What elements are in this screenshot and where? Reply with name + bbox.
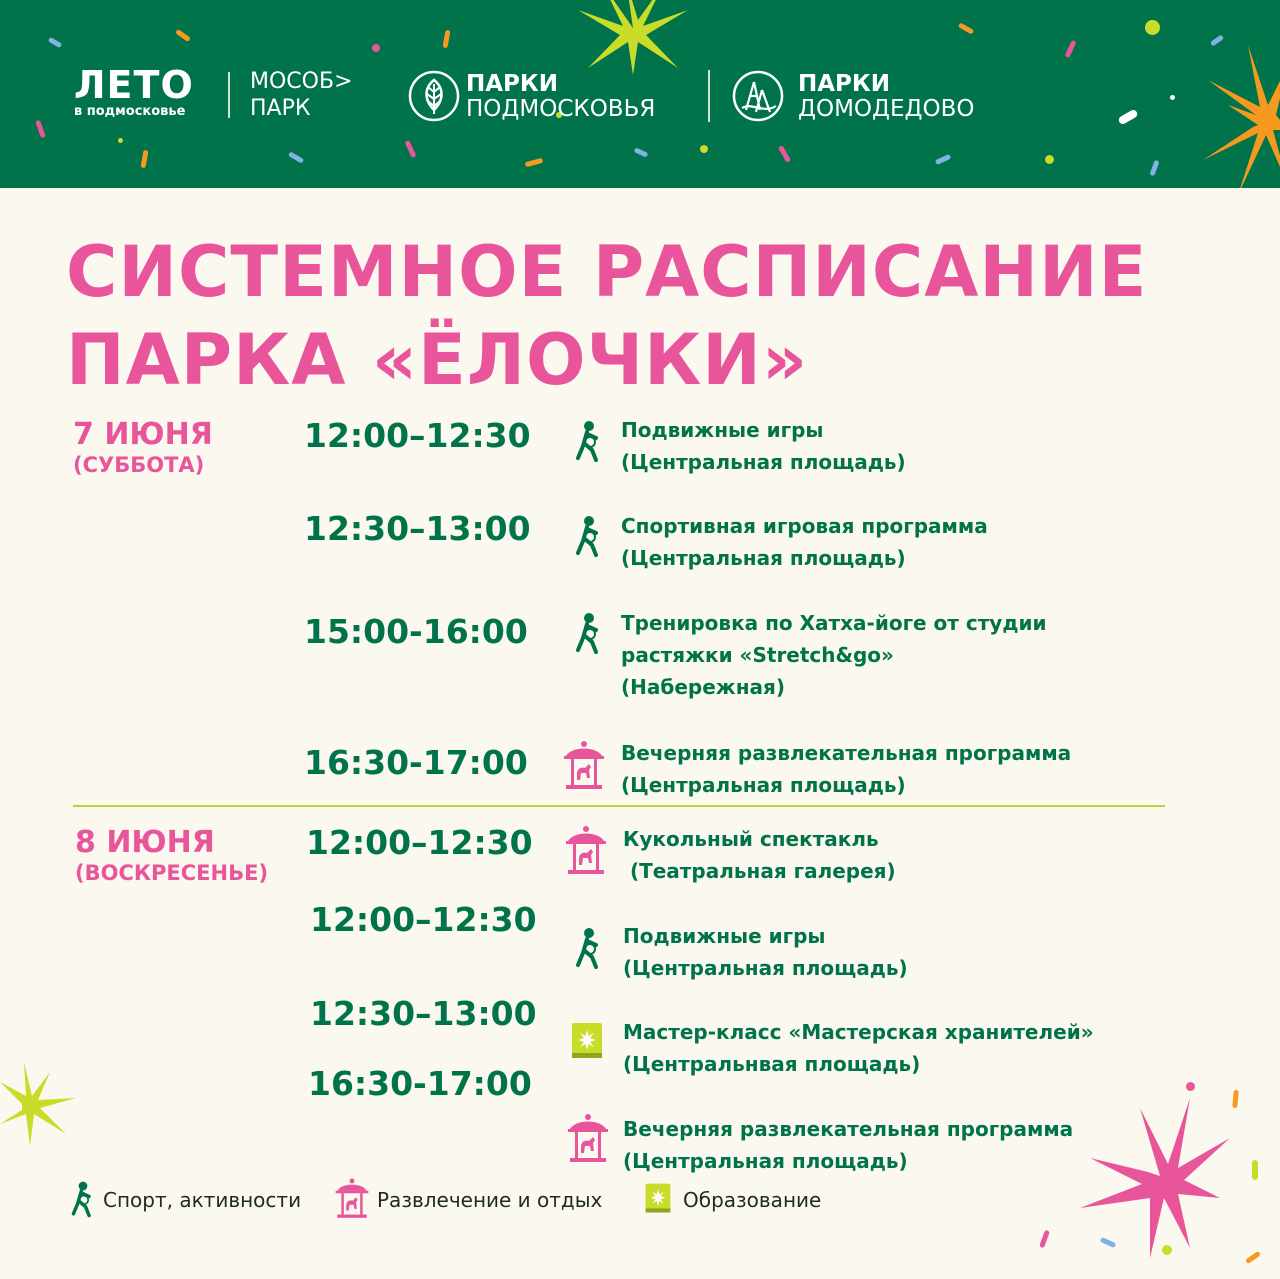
confetti: [1045, 155, 1054, 164]
sport-icon: [574, 420, 604, 462]
day-date: [73, 418, 213, 478]
event-time: 12:00–12:30: [306, 823, 533, 862]
event-location: (Центральная площадь): [623, 956, 908, 980]
event-title: Мастер-класс «Мастерская хранителей»: [623, 1020, 1094, 1044]
carousel-icon: [334, 1177, 370, 1221]
confetti: [118, 138, 123, 143]
parki-domodedovo-line2: ДОМОДЕДОВО: [798, 96, 975, 122]
day-weekday-label: (СУББОТА): [73, 453, 205, 477]
day-date: [75, 826, 268, 886]
confetti: [958, 22, 974, 34]
event-description: [623, 1113, 1073, 1177]
event-location: (Набережная): [621, 675, 785, 699]
lime-star-decoration: [0, 1062, 76, 1146]
confetti: [288, 151, 304, 163]
day-weekday-label: (ВОСКРЕСЕНЬЕ): [75, 861, 269, 885]
confetti: [442, 30, 450, 49]
legend-label: Образование: [683, 1188, 822, 1212]
event-time: 16:30-17:00: [304, 743, 528, 782]
event-description: [623, 1016, 1094, 1080]
page-title-line2: ПАРКА «ЁЛОЧКИ»: [66, 319, 809, 401]
legend-label: Спорт, активности: [103, 1188, 302, 1212]
event-description: [621, 510, 988, 574]
logo-separator: [708, 70, 710, 122]
book-icon: [570, 1021, 604, 1061]
confetti: [175, 29, 191, 42]
parki-podmoskovya-line2: ПОДМОСКОВЬЯ: [466, 96, 656, 122]
confetti: [372, 44, 380, 52]
leto-logo: [74, 63, 194, 120]
mosobpark-logo: [250, 68, 353, 122]
confetti: [1252, 1160, 1258, 1180]
event-title: Подвижные игры: [623, 924, 826, 948]
legend-item-sport: [70, 1180, 310, 1220]
sport-icon: [574, 515, 604, 557]
event-location: (Центральнвая площадь): [623, 1052, 921, 1076]
parki-domodedovo-logo: [798, 72, 974, 122]
confetti: [1145, 20, 1160, 35]
event-description: [621, 737, 1071, 801]
orange-star-decoration: [1188, 35, 1280, 188]
sport-icon: [574, 927, 604, 969]
confetti: [1245, 1251, 1261, 1264]
event-title: Кукольный спектакль: [623, 827, 879, 851]
sport-icon: [70, 1180, 96, 1218]
confetti: [525, 158, 544, 167]
confetti: [1162, 1245, 1172, 1255]
forest-icon: [732, 70, 784, 122]
confetti: [1149, 160, 1159, 177]
confetti: [634, 147, 649, 157]
event-time: 12:00–12:30: [304, 416, 531, 455]
event-title: Вечерняя развлекательная программа: [623, 1117, 1074, 1141]
legend-label: Развлечение и отдых: [377, 1188, 603, 1212]
parki-domodedovo-line1: ПАРКИ: [798, 71, 890, 97]
event-title-cont: растяжки «Stretch&go»: [621, 643, 894, 667]
event-description: [623, 920, 908, 984]
leaf-icon: [408, 70, 460, 122]
logo-separator: [228, 72, 230, 118]
event-time: 12:30–13:00: [310, 994, 537, 1033]
carousel-icon: [566, 1113, 610, 1165]
page-title-line1: СИСТЕМНОЕ РАСПИСАНИЕ: [66, 231, 1148, 313]
legend-item-education: [644, 1180, 844, 1220]
confetti: [1170, 95, 1175, 100]
event-location: (Центральная площадь): [621, 450, 906, 474]
event-title: Спортивная игровая программа: [621, 514, 988, 538]
lime-star-decoration: [578, 0, 688, 75]
confetti: [700, 145, 708, 153]
event-title: Вечерняя развлекательная программа: [621, 741, 1072, 765]
event-location: (Центральная площадь): [621, 546, 906, 570]
day-divider: [73, 805, 1165, 807]
carousel-icon: [562, 740, 606, 792]
legend-item-entertainment: [334, 1180, 624, 1220]
confetti: [48, 37, 63, 48]
day-date-label: 8 ИЮНЯ: [75, 825, 215, 860]
event-description: [621, 414, 906, 478]
confetti: [935, 154, 952, 165]
event-description: [623, 823, 896, 887]
event-time: 12:00–12:30: [310, 900, 537, 939]
leto-logo-subtitle: в подмосковье: [74, 104, 186, 119]
event-title: Подвижные игры: [621, 418, 824, 442]
parki-podmoskovya-line1: ПАРКИ: [466, 71, 558, 97]
mosobpark-logo-line2: ПАРК: [250, 96, 311, 121]
event-time: 15:00-16:00: [304, 612, 528, 651]
confetti: [778, 145, 791, 163]
event-location: (Театральная галерея): [623, 859, 896, 883]
event-location: (Центральная площадь): [621, 773, 906, 797]
event-time: 16:30-17:00: [308, 1064, 532, 1103]
event-title: Тренировка по Хатха-йоге от студии: [621, 611, 1047, 635]
mosobpark-logo-line1: МОСОБ>: [250, 69, 353, 94]
confetti: [35, 120, 46, 139]
confetti: [1232, 1090, 1239, 1108]
pink-star-decoration: [1080, 1098, 1230, 1258]
page-title: [66, 228, 1147, 404]
parki-podmoskovya-logo: [466, 72, 655, 122]
sport-icon: [574, 612, 604, 654]
event-location: (Центральная площадь): [623, 1149, 908, 1173]
confetti: [1186, 1082, 1195, 1091]
carousel-icon: [564, 825, 608, 877]
event-time: 12:30–13:00: [304, 509, 531, 548]
day-date-label: 7 ИЮНЯ: [73, 417, 213, 452]
event-description: [621, 607, 1047, 703]
confetti: [1064, 40, 1076, 58]
header-banner: [0, 0, 1280, 188]
book-icon: [644, 1182, 672, 1215]
confetti: [404, 140, 416, 158]
confetti: [1039, 1230, 1050, 1249]
leto-logo-title: ЛЕТО: [74, 63, 194, 107]
confetti: [140, 150, 148, 169]
confetti: [1117, 109, 1138, 126]
